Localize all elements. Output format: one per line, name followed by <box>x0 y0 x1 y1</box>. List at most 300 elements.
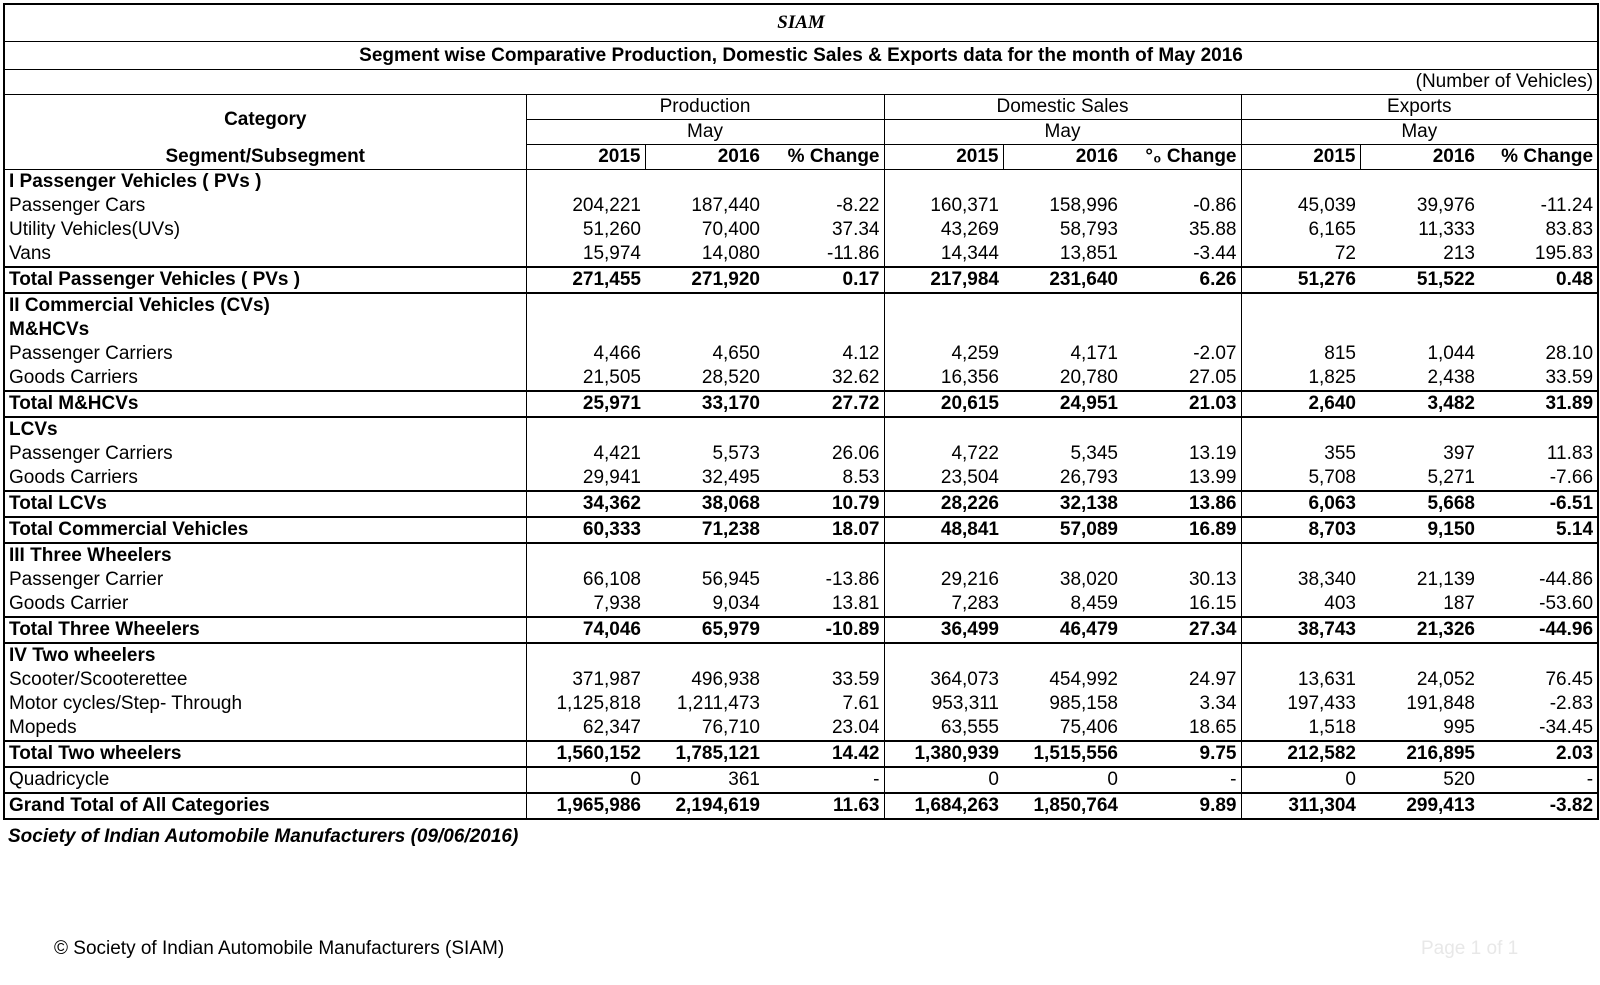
value-cell: - <box>1479 767 1598 793</box>
value-cell: 13.99 <box>1122 466 1241 491</box>
group-header-production: Production <box>526 95 884 120</box>
value-cell: 16,356 <box>884 366 1003 391</box>
value-cell: 3.34 <box>1122 692 1241 716</box>
value-cell: 1,515,556 <box>1003 741 1122 767</box>
row-label: Mopeds <box>4 716 526 741</box>
value-cell: 39,976 <box>1416 195 1475 216</box>
row-label: Total M&HCVs <box>4 391 526 417</box>
value-cell: 58,793 <box>1059 219 1118 240</box>
value-cell: 6.26 <box>1122 267 1241 293</box>
value-cell: 187 <box>1360 592 1479 617</box>
value-cell: 397 <box>1443 443 1475 464</box>
value-cell: 37.34 <box>764 218 884 242</box>
value-cell: 1,684,263 <box>884 793 1003 819</box>
value-cell: -11.24 <box>1479 194 1598 218</box>
prod-2015-header: 2015 <box>526 145 645 170</box>
value-cell: 30.13 <box>1122 568 1241 592</box>
value-cell: 74,046 <box>526 617 645 643</box>
value-cell: 13.81 <box>764 592 884 617</box>
row-label: Utility Vehicles(UVs) <box>4 218 526 242</box>
value-cell: 212,582 <box>1241 741 1360 767</box>
total-row <box>4 741 1598 767</box>
value-cell: 815 <box>1324 343 1356 364</box>
row-label: Passenger Carrier <box>4 568 526 592</box>
value-cell: 21,326 <box>1360 617 1479 643</box>
value-cell: 25,971 <box>526 391 645 417</box>
value-cell <box>764 643 884 668</box>
copyright-notice: © Society of Indian Automobile Manufacturers (SIAM) <box>54 938 505 959</box>
total-row <box>4 491 1598 517</box>
value-cell: 2.03 <box>1479 741 1598 767</box>
value-cell: 5,271 <box>1360 466 1479 491</box>
value-cell: 10.79 <box>764 491 884 517</box>
value-cell: 7,938 <box>526 592 645 617</box>
value-cell: 496,938 <box>691 669 760 690</box>
value-cell: 57,089 <box>1003 517 1122 543</box>
value-cell: 9,034 <box>645 592 764 617</box>
value-cell: 43,269 <box>940 219 999 240</box>
table-row <box>4 242 1598 267</box>
value-cell: 213 <box>1360 242 1479 267</box>
row-label: Scooter/Scooterettee <box>4 668 526 692</box>
value-cell: 76.45 <box>1479 668 1598 692</box>
value-cell: 7.61 <box>764 692 884 716</box>
value-cell: 32,138 <box>1003 491 1122 517</box>
row-label: Total Commercial Vehicles <box>4 517 526 543</box>
value-cell: 271,920 <box>645 267 764 293</box>
value-cell: -3.82 <box>1479 793 1598 819</box>
value-cell: 71,238 <box>645 517 764 543</box>
value-cell: 26.06 <box>764 442 884 466</box>
value-cell: 28.10 <box>1479 342 1598 366</box>
value-cell <box>764 318 884 342</box>
value-cell: 195.83 <box>1479 242 1598 267</box>
value-cell: 32.62 <box>764 366 884 391</box>
total-row <box>4 617 1598 643</box>
value-cell: 24.97 <box>1122 668 1241 692</box>
value-cell <box>1241 417 1360 442</box>
exp-2016-header: 2016 <box>1360 145 1479 170</box>
value-cell: 8,459 <box>1003 592 1122 617</box>
dom-change-header: °₀ Change <box>1122 145 1241 170</box>
value-cell: 4.12 <box>764 342 884 366</box>
row-label: Passenger Carriers <box>4 442 526 466</box>
row-label: Quadricycle <box>4 767 526 793</box>
value-cell: 24,951 <box>1003 391 1122 417</box>
value-cell <box>1479 643 1598 668</box>
value-cell <box>764 417 884 442</box>
value-cell <box>1479 543 1598 568</box>
value-cell: 5,708 <box>1241 466 1360 491</box>
value-cell: 311,304 <box>1241 793 1360 819</box>
value-cell: 197,433 <box>1287 693 1356 714</box>
value-cell <box>1241 293 1360 318</box>
value-cell: 21.03 <box>1122 391 1241 417</box>
value-cell: 83.83 <box>1479 218 1598 242</box>
value-cell: 5,573 <box>712 443 760 464</box>
section-label: LCVs <box>4 417 526 442</box>
row-label: Total Three Wheelers <box>4 617 526 643</box>
value-cell: 13,631 <box>1297 669 1356 690</box>
value-cell: 355 <box>1324 443 1356 464</box>
value-cell: 18.65 <box>1122 716 1241 741</box>
value-cell <box>1003 643 1122 668</box>
row-label: Grand Total of All Categories <box>4 793 526 819</box>
value-cell: 1,125,818 <box>556 693 641 714</box>
value-cell <box>1360 417 1479 442</box>
table-row <box>4 568 1598 592</box>
value-cell <box>526 543 645 568</box>
section-row <box>4 417 1598 442</box>
value-cell: 48,841 <box>884 517 1003 543</box>
segment-header: Segment/Subsegment <box>4 145 526 170</box>
value-cell <box>1360 170 1479 195</box>
value-cell: 15,974 <box>526 242 645 267</box>
row-label: Goods Carrier <box>4 592 526 617</box>
value-cell: 160,371 <box>930 195 999 216</box>
value-cell: -6.51 <box>1479 491 1598 517</box>
table-row <box>4 466 1598 491</box>
value-cell <box>1479 170 1598 195</box>
value-cell: 995 <box>1360 716 1479 741</box>
value-cell: 51,260 <box>582 219 641 240</box>
value-cell <box>645 543 764 568</box>
month-header-exports: May <box>1241 120 1598 145</box>
value-cell: 0.17 <box>764 267 884 293</box>
value-cell: - <box>764 767 884 793</box>
value-cell: 4,466 <box>593 343 641 364</box>
value-cell <box>884 318 1003 342</box>
value-cell: 18.07 <box>764 517 884 543</box>
value-cell: 191,848 <box>1406 693 1475 714</box>
value-cell: 11.83 <box>1479 442 1598 466</box>
value-cell: 23,504 <box>884 466 1003 491</box>
value-cell: -0.86 <box>1122 194 1241 218</box>
table-row <box>4 592 1598 617</box>
section-label: II Commercial Vehicles (CVs) <box>4 293 526 318</box>
value-cell: -44.86 <box>1479 568 1598 592</box>
value-cell: -34.45 <box>1479 716 1598 741</box>
table-row <box>4 194 1598 218</box>
value-cell <box>1479 318 1598 342</box>
value-cell <box>1479 293 1598 318</box>
value-cell: 1,380,939 <box>884 741 1003 767</box>
value-cell <box>645 170 764 195</box>
value-cell <box>1003 318 1122 342</box>
value-cell <box>645 293 764 318</box>
footer-credit: Society of Indian Automobile Manufacturers (09/06/2016) <box>8 826 519 847</box>
value-cell: 21,139 <box>1416 569 1475 590</box>
value-cell: 0 <box>1241 767 1360 793</box>
value-cell: 231,640 <box>1003 267 1122 293</box>
value-cell <box>1360 543 1479 568</box>
value-cell <box>764 293 884 318</box>
value-cell: 1,785,121 <box>645 741 764 767</box>
value-cell: -10.89 <box>764 617 884 643</box>
value-cell <box>884 643 1003 668</box>
row-label: Goods Carriers <box>4 466 526 491</box>
value-cell: 45,039 <box>1297 195 1356 216</box>
value-cell: 2,438 <box>1360 366 1479 391</box>
value-cell: 70,400 <box>701 219 760 240</box>
value-cell: 9.75 <box>1122 741 1241 767</box>
value-cell <box>884 543 1003 568</box>
value-cell: 28,226 <box>884 491 1003 517</box>
value-cell: 51,522 <box>1360 267 1479 293</box>
value-cell: 5,345 <box>1070 443 1118 464</box>
value-cell <box>1241 170 1360 195</box>
value-cell: 11.63 <box>764 793 884 819</box>
total-row <box>4 391 1598 417</box>
value-cell: 4,722 <box>951 443 999 464</box>
value-cell: 2,194,619 <box>645 793 764 819</box>
value-cell: 27.05 <box>1122 366 1241 391</box>
value-cell: 7,283 <box>884 592 1003 617</box>
value-cell: 271,455 <box>526 267 645 293</box>
value-cell <box>1241 543 1360 568</box>
table-row <box>4 692 1598 716</box>
value-cell: 14.42 <box>764 741 884 767</box>
value-cell <box>1122 417 1241 442</box>
value-cell: 299,413 <box>1360 793 1479 819</box>
group-header-domestic-sales: Domestic Sales <box>884 95 1241 120</box>
value-cell: 520 <box>1360 767 1479 793</box>
value-cell: 29,216 <box>940 569 999 590</box>
value-cell: 36,499 <box>884 617 1003 643</box>
total-row <box>4 793 1598 819</box>
value-cell: 6,165 <box>1308 219 1356 240</box>
value-cell: 403 <box>1241 592 1360 617</box>
value-cell: 158,996 <box>1049 195 1118 216</box>
prod-2016-header: 2016 <box>645 145 764 170</box>
value-cell: 34,362 <box>526 491 645 517</box>
section-row <box>4 643 1598 668</box>
value-cell: -2.83 <box>1479 692 1598 716</box>
value-cell: -7.66 <box>1479 466 1598 491</box>
value-cell <box>645 318 764 342</box>
value-cell: 51,276 <box>1241 267 1360 293</box>
value-cell: 13.19 <box>1122 442 1241 466</box>
section-label: IV Two wheelers <box>4 643 526 668</box>
value-cell: 33.59 <box>764 668 884 692</box>
value-cell <box>1360 318 1479 342</box>
value-cell <box>1122 643 1241 668</box>
org-title: SIAM <box>4 4 1598 42</box>
value-cell: 38,340 <box>1297 569 1356 590</box>
value-cell: -44.96 <box>1479 617 1598 643</box>
row-label: Total LCVs <box>4 491 526 517</box>
value-cell <box>1360 293 1479 318</box>
value-cell <box>1479 417 1598 442</box>
value-cell: 8,703 <box>1241 517 1360 543</box>
value-cell: 1,518 <box>1241 716 1360 741</box>
value-cell: 14,080 <box>645 242 764 267</box>
value-cell: 72 <box>1241 242 1360 267</box>
value-cell: 14,344 <box>884 242 1003 267</box>
row-label: Total Passenger Vehicles ( PVs ) <box>4 267 526 293</box>
value-cell: 33.59 <box>1479 366 1598 391</box>
section-label: M&HCVs <box>4 318 526 342</box>
value-cell <box>526 293 645 318</box>
section-row <box>4 170 1598 195</box>
month-header-domestic-sales: May <box>884 120 1241 145</box>
row-label: Motor cycles/Step- Through <box>4 692 526 716</box>
value-cell: -8.22 <box>764 194 884 218</box>
value-cell: 27.34 <box>1122 617 1241 643</box>
value-cell <box>1122 318 1241 342</box>
value-cell: 60,333 <box>526 517 645 543</box>
value-cell <box>1003 170 1122 195</box>
page-number: Page 1 of 1 <box>1421 938 1519 959</box>
value-cell: 38,020 <box>1059 569 1118 590</box>
value-cell: 33,170 <box>645 391 764 417</box>
value-cell: 985,158 <box>1049 693 1118 714</box>
table-row <box>4 668 1598 692</box>
month-header-production: May <box>526 120 884 145</box>
table-row <box>4 442 1598 466</box>
value-cell: 24,052 <box>1416 669 1475 690</box>
value-cell: 0 <box>1003 767 1122 793</box>
value-cell: 0 <box>884 767 1003 793</box>
value-cell: 26,793 <box>1003 466 1122 491</box>
exp-2015-header: 2015 <box>1241 145 1360 170</box>
value-cell: 0.48 <box>1479 267 1598 293</box>
value-cell: -11.86 <box>764 242 884 267</box>
value-cell: 204,221 <box>572 195 641 216</box>
table-row <box>4 342 1598 366</box>
value-cell: -2.07 <box>1122 342 1241 366</box>
siam-report-sheet <box>3 3 1597 820</box>
prod-change-header: % Change <box>764 145 884 170</box>
value-cell <box>1360 643 1479 668</box>
value-cell: - <box>1122 767 1241 793</box>
row-label: Passenger Cars <box>4 194 526 218</box>
value-cell: 4,171 <box>1070 343 1118 364</box>
table-row <box>4 767 1598 793</box>
value-cell: 56,945 <box>701 569 760 590</box>
unit-note: (Number of Vehicles) <box>4 70 1598 95</box>
value-cell: 2,640 <box>1241 391 1360 417</box>
value-cell: 216,895 <box>1360 741 1479 767</box>
report-title: Segment wise Comparative Production, Domestic Sales & Exports data for the month of May 2016 <box>4 42 1598 70</box>
value-cell: 32,495 <box>645 466 764 491</box>
value-cell: 6,063 <box>1241 491 1360 517</box>
value-cell: 4,259 <box>951 343 999 364</box>
value-cell: 454,992 <box>1049 669 1118 690</box>
value-cell: 371,987 <box>572 669 641 690</box>
value-cell: 1,560,152 <box>526 741 645 767</box>
section-label: III Three Wheelers <box>4 543 526 568</box>
value-cell <box>764 543 884 568</box>
value-cell: 3,482 <box>1360 391 1479 417</box>
value-cell: 23.04 <box>764 716 884 741</box>
value-cell: 4,650 <box>712 343 760 364</box>
value-cell <box>884 417 1003 442</box>
section-row <box>4 318 1598 342</box>
value-cell: 217,984 <box>884 267 1003 293</box>
value-cell: 5,668 <box>1360 491 1479 517</box>
value-cell <box>526 318 645 342</box>
value-cell: 20,615 <box>884 391 1003 417</box>
value-cell: 16.15 <box>1122 592 1241 617</box>
total-row <box>4 517 1598 543</box>
value-cell: 66,108 <box>582 569 641 590</box>
value-cell: 953,311 <box>931 693 999 714</box>
value-cell <box>1003 417 1122 442</box>
value-cell: 35.88 <box>1122 218 1241 242</box>
value-cell: 65,979 <box>645 617 764 643</box>
value-cell: 1,825 <box>1241 366 1360 391</box>
value-cell: 0 <box>526 767 645 793</box>
value-cell: 29,941 <box>526 466 645 491</box>
value-cell: 9,150 <box>1360 517 1479 543</box>
value-cell: 20,780 <box>1003 366 1122 391</box>
row-label: Vans <box>4 242 526 267</box>
value-cell <box>1122 543 1241 568</box>
value-cell <box>1003 543 1122 568</box>
value-cell: 1,965,986 <box>526 793 645 819</box>
data-table <box>3 3 1599 820</box>
value-cell <box>1241 643 1360 668</box>
value-cell: 364,073 <box>930 669 999 690</box>
value-cell: 9.89 <box>1122 793 1241 819</box>
value-cell <box>526 643 645 668</box>
category-header: Category <box>4 95 526 145</box>
total-row <box>4 267 1598 293</box>
value-cell: -3.44 <box>1122 242 1241 267</box>
value-cell: 187,440 <box>691 195 760 216</box>
table-row <box>4 716 1598 741</box>
row-label: Goods Carriers <box>4 366 526 391</box>
value-cell: 8.53 <box>764 466 884 491</box>
table-row <box>4 366 1598 391</box>
value-cell <box>1003 293 1122 318</box>
exp-change-header: % Change <box>1479 145 1598 170</box>
row-label: Total Two wheelers <box>4 741 526 767</box>
table-row <box>4 218 1598 242</box>
value-cell <box>884 170 1003 195</box>
value-cell: 11,333 <box>1418 219 1475 240</box>
value-cell <box>884 293 1003 318</box>
value-cell: 5.14 <box>1479 517 1598 543</box>
value-cell <box>645 417 764 442</box>
value-cell <box>645 643 764 668</box>
value-cell: -13.86 <box>764 568 884 592</box>
value-cell: 21,505 <box>526 366 645 391</box>
value-cell: 46,479 <box>1003 617 1122 643</box>
row-label: Passenger Carriers <box>4 342 526 366</box>
value-cell: 1,850,764 <box>1003 793 1122 819</box>
value-cell: 76,710 <box>645 716 764 741</box>
group-header-exports: Exports <box>1241 95 1598 120</box>
value-cell: 63,555 <box>884 716 1003 741</box>
value-cell <box>526 417 645 442</box>
value-cell: 38,068 <box>645 491 764 517</box>
value-cell: 1,211,473 <box>676 693 760 714</box>
value-cell: -53.60 <box>1479 592 1598 617</box>
value-cell <box>1241 318 1360 342</box>
value-cell: 28,520 <box>645 366 764 391</box>
dom-2015-header: 2015 <box>884 145 1003 170</box>
section-row <box>4 293 1598 318</box>
value-cell <box>1122 170 1241 195</box>
value-cell: 1,044 <box>1427 343 1475 364</box>
value-cell <box>1122 293 1241 318</box>
value-cell: 31.89 <box>1479 391 1598 417</box>
value-cell: 361 <box>645 767 764 793</box>
value-cell: 27.72 <box>764 391 884 417</box>
value-cell: 62,347 <box>526 716 645 741</box>
